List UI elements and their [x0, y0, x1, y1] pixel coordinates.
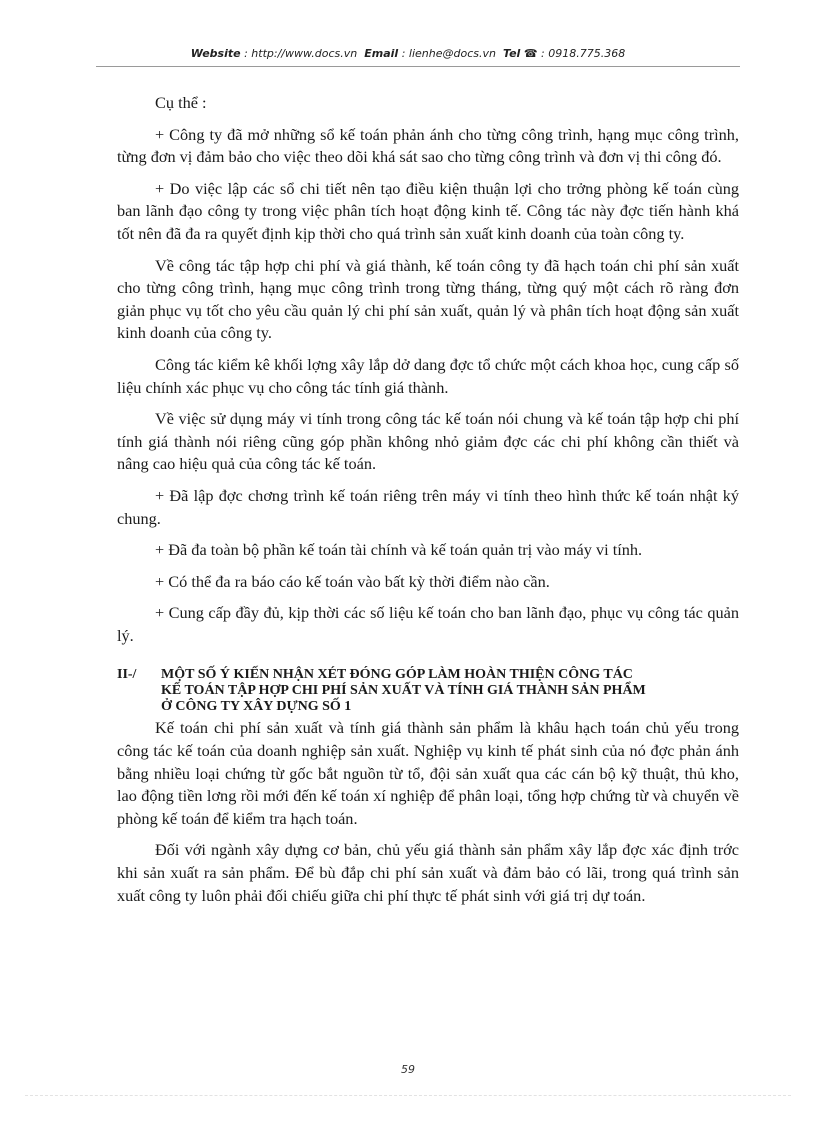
- paragraph: + Do việc lập các sổ chi tiết nên tạo điều kiện thuận lợi cho trởng phòng kế toán cùng ban lãnh đạo công ty trong việc phân tích hoạt động kinh tế. Công tác này đợc tiến hành khá tốt nên đã đa ra quyết định kịp thời cho quá trình sản xuất kinh doanh của toàn công ty.: [117, 178, 739, 243]
- email-value: : lienhe@docs.vn: [401, 47, 496, 60]
- section-title-line: MỘT SỐ Ý KIẾN NHẬN XÉT ĐÓNG GÓP LÀM HOÀN THIỆN CÔNG TÁC: [161, 667, 633, 683]
- paragraph: Kế toán chi phí sản xuất và tính giá thành sản phẩm là khâu hạch toán chủ yếu trong công tác kế toán của doanh nghiệp sản xuất. Nghiệp vụ kinh tế phát sinh của nó đợc phản ánh bằng nhiều loại chứng từ gốc bắt nguồn từ tổ, đội sản xuất qua các cán bộ kỹ thuật, thủ kho, lao động tiền lơng rồi mới đến kế toán xí nghiệp để phân loại, tổng hợp chứng từ và chuyển về phòng kế toán để kiểm tra hạch toán.: [117, 718, 739, 828]
- section-number: II-/: [117, 667, 137, 683]
- paragraph: Cụ thể :: [155, 93, 207, 112]
- email-label: Email: [364, 47, 399, 60]
- website-label: Website: [190, 47, 241, 60]
- website-value: : http://www.docs.vn: [244, 47, 358, 60]
- paragraph: Đối với ngành xây dựng cơ bản, chủ yếu giá thành sản phẩm xây lắp đợc xác định trớc khi sản xuất ra sản phẩm. Để bù đắp chi phí sản xuất và đảm bảo có lãi, trong quá trình sản xuất công ty luôn phải đối chiếu giữa chi phí thực tế phát sinh với giá trị dự toán.: [117, 840, 739, 905]
- paragraph: + Đã đa toàn bộ phần kế toán tài chính và kế toán quản trị vào máy vi tính.: [155, 540, 643, 560]
- tel-value: ☎ : 0918.775.368: [523, 47, 626, 60]
- tel-label: Tel: [502, 47, 521, 60]
- footer-divider: [25, 1095, 791, 1096]
- paragraph: + Đã lập đợc chơng trình kế toán riêng trên máy vi tính theo hình thức kế toán nhật ký chung.: [117, 485, 739, 528]
- header-divider: [96, 66, 740, 67]
- page-number: 59: [401, 1063, 415, 1076]
- paragraph: + Cung cấp đầy đủ, kịp thời các số liệu kế toán cho ban lãnh đạo, phục vụ công tác quản lý.: [117, 603, 739, 645]
- paragraph: + Có thể đa ra báo cáo kế toán vào bất kỳ thời điểm nào cần.: [155, 571, 550, 591]
- section-title-line: KẾ TOÁN TẬP HỢP CHI PHÍ SẢN XUẤT VÀ TÍNH GIÁ THÀNH SẢN PHẨM: [161, 683, 646, 699]
- section-title: [161, 667, 739, 715]
- document-body: [117, 92, 739, 916]
- paragraph: Công tác kiểm kê khối lợng xây lắp dở dang đợc tổ chức một cách khoa học, cung cấp số liệu chính xác phục vụ cho công tác tính giá thành.: [117, 354, 739, 397]
- paragraph: Về việc sử dụng máy vi tính trong công tác kế toán nói chung và kế toán tập hợp chi phí tính giá thành nói riêng cũng góp phần không nhỏ giảm đợc các chi phí không cần thiết và nâng cao hiệu quả của công tác kế toán.: [117, 409, 739, 474]
- paragraph: + Công ty đã mở những sổ kế toán phản ánh cho từng công trình, hạng mục công trình, từng đơn vị đảm bảo cho việc theo dõi khá sát sao cho từng công trình và đơn vị thi công đó.: [117, 124, 739, 167]
- section-title-line: Ở CÔNG TY XÂY DỰNG SỐ 1: [161, 699, 352, 715]
- page-header: [0, 47, 816, 60]
- paragraph: Về công tác tập hợp chi phí và giá thành, kế toán công ty đã hạch toán chi phí sản xuất cho từng công trình, hạng mục công trình trong từng tháng, từng quý một cách rõ ràng đơn giản phục vụ tốt cho yêu cầu quản lý chi phí sản xuất, quản lý và phân tích hoạt động sản xuất kinh doanh của công ty.: [117, 255, 739, 343]
- section-heading: [117, 667, 739, 715]
